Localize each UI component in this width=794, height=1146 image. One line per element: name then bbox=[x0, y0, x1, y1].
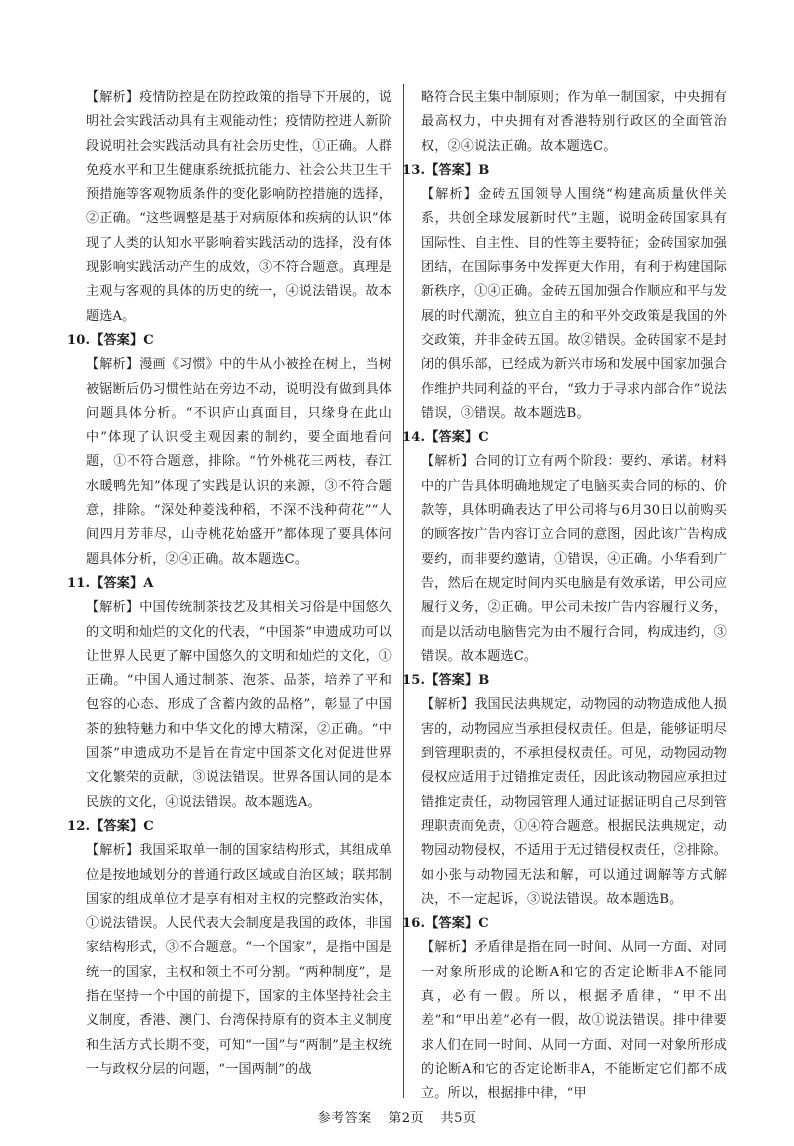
right-column bbox=[402, 86, 727, 1106]
answer-label: 【答案】C bbox=[90, 332, 154, 348]
answer-item bbox=[402, 159, 727, 426]
footer-page-total: 共5页 bbox=[440, 1111, 477, 1126]
analysis-text: 【解析】我国采取单一制的国家结构形式，其组成单位是按地域划分的普通行政区域或自治区域；联邦制国家的组成单位才是享有相对主权的完整政治实体，①说法错误。人民代表大会制度是我国的政体，非国家结构形式，③不合题意。“一个国家”，是指中国是统一的国家，主权和领土不可分割。“两种制度”，是指在坚持一个中国的前提下，国家的主体坚持社会主义制度，香港、澳门、台湾保持原有的资本主义制度和生活方式长期不变，可知“一国”与“两制”是主权统一与政权分层的问题，“一国两制”的战 bbox=[86, 843, 392, 1077]
question-answer-line bbox=[402, 669, 727, 693]
column-divider bbox=[403, 84, 404, 1098]
analysis-text: 【解析】合同的订立有两个阶段：要约、承诺。材料中的广告具体明确地规定了电脑买卖合同的标的、价款等，具体明确表达了甲公司将与6月30日以前购买的顾客按广告内容订立合同的意图，因此该广告构成要约，而非要约邀请，①错误，④正确。小华看到广告，然后在规定时间内买电脑是有效承诺，甲公司应履行义务，②正确。甲公司未按广告内容履行义务，而是以活动电脑售完为由不履行合同，构成违约，③错误。故本题选C。 bbox=[421, 454, 727, 664]
analysis-text: 【解析】我国民法典规定，动物园的动物造成他人损害的，动物园应当承担侵权责任。但是，能够证明尽到管理职责的，不承担侵权责任。可见，动物园动物侵权应适用于过错推定责任，因此该动物园应承担过错推定责任，动物园管理人通过证据证明自己尽到管理职责而免责，①④符合题意。根据民法典规定，动物园动物侵权，不适用于无过错侵权责任，②排除。如小张与动物园无法和解，可以通过调解等方式解决，不一定起诉，③说法错误。故本题选B。 bbox=[421, 697, 727, 907]
answer-item bbox=[421, 86, 727, 159]
answer-item bbox=[402, 669, 727, 912]
analysis-text: 【解析】疫情防控是在防控政策的指导下开展的，说明社会实践活动具有主观能动性；疫情防控进人新阶段说明社会实践活动具有社会历史性，①正确。人群免疫水平和卫生健康系统抵抗能力、社会公共卫生干预措施等客观物质条件的变化影响防控措施的选择，②正确。“这些调整是基于对病原体和疾病的认识”体现了人类的认知水平影响着实践活动的选择，没有体现影响实践活动产生的成效，③不符合题意。真理是主观与客观的具体的历史的统一，④说法错误。故本题选A。 bbox=[86, 90, 392, 324]
footer-page-number: 第2页 bbox=[388, 1111, 424, 1126]
answer-label: 【答案】C bbox=[90, 818, 154, 834]
analysis-text: 【解析】金砖五国领导人围绕“构建高质量伙伴关系，共创全球发展新时代”主题，说明金砖国家具有国际性、自主性、目的性等主要特征；金砖国家加强团结，在国际事务中发挥更大作用，有利于构建国际新秩序，①④正确。金砖五国加强合作顺应和平与发展的时代潮流，独立自主的和平外交政策是我国的外交政策，并非金砖五国。故②错误。金砖国家不是封闭的俱乐部，已经成为新兴市场和发展中国家加强合作维护共同利益的平台，“致力于寻求内部合作”说法错误，③错误。故本题选B。 bbox=[421, 187, 727, 421]
question-number: 10. bbox=[67, 332, 91, 348]
question-number: 12. bbox=[67, 818, 91, 834]
answer-item bbox=[67, 815, 392, 1082]
answer-label: 【答案】B bbox=[425, 162, 490, 178]
question-number: 14. bbox=[402, 430, 426, 446]
question-answer-line bbox=[67, 572, 392, 596]
analysis-text: 【解析】中国传统制茶技艺及其相关习俗是中国悠久的文明和灿烂的文化的代表，“中国茶”申遗成功可以让世界人民更了解中国悠久的文明和灿烂的文化，①正确。“中国人通过制茶、泡茶、品茶，培养了平和包容的心态、形成了含蓄内敛的品格”，彰显了中国茶的独特魅力和中华文化的博大精深，②正确。“中国茶”申遗成功不是旨在肯定中国茶文化对促进世界文化繁荣的贡献，③说法错误。世界各国认同的是本民族的文化，④说法错误。故本题选A。 bbox=[86, 600, 392, 810]
question-answer-line bbox=[402, 159, 727, 183]
question-number: 13. bbox=[402, 162, 426, 178]
question-number: 16. bbox=[402, 916, 426, 932]
answer-item bbox=[402, 912, 727, 1106]
footer-label: 参考答案 bbox=[317, 1111, 372, 1126]
answer-item bbox=[67, 329, 392, 572]
question-answer-line bbox=[67, 815, 392, 839]
analysis-text: 【解析】漫画《习惯》中的牛从小被拴在树上，当树被锯断后仍习惯性站在旁边不动，说明没有做到具体问题具体分析。“不识庐山真面目，只缘身在此山中”体现了认识受主观因素的制约，要全面地看问题，①不符合题意，排除。“竹外桃花三两枝，春江水暖鸭先知”体现了实践是认识的来源，③不符合题意，排除。“深处种菱浅种稻，不深不浅种荷花”“人间四月芳菲尽，山寺桃花始盛开”都体现了要具体问题具体分析，②④正确。故本题选C。 bbox=[86, 357, 392, 567]
answer-item bbox=[86, 86, 392, 329]
question-answer-line bbox=[67, 329, 392, 353]
page-footer bbox=[0, 1107, 794, 1126]
answer-label: 【答案】B bbox=[425, 673, 490, 689]
question-answer-line bbox=[402, 426, 727, 450]
analysis-text: 略符合民主集中制原则；作为单一制国家，中央拥有最高权力，中央拥有对香港特别行政区的全面管治权，②④说法正确。故本题选C。 bbox=[421, 90, 727, 154]
answer-label: 【答案】C bbox=[425, 916, 489, 932]
question-number: 15. bbox=[402, 673, 426, 689]
analysis-text: 【解析】矛盾律是指在同一时间、从同一方面、对同一对象所形成的论断A和它的否定论断非A不能同真，必有一假。所以，根据矛盾律，“甲不出差”和“甲出差”必有一假，故①说法错误。排中律要求人们在同一时间、从同一方面、对同一对象所形成的论断A和它的否定论断非A，不能断定它们都不成立。所以，根据排中律，“甲 bbox=[421, 940, 727, 1102]
answer-label: 【答案】A bbox=[90, 575, 154, 591]
question-number: 11. bbox=[67, 575, 91, 591]
answer-item bbox=[402, 426, 727, 669]
left-column bbox=[67, 86, 392, 1082]
question-answer-line bbox=[402, 912, 727, 936]
answer-item bbox=[67, 572, 392, 815]
answer-label: 【答案】C bbox=[425, 430, 489, 446]
